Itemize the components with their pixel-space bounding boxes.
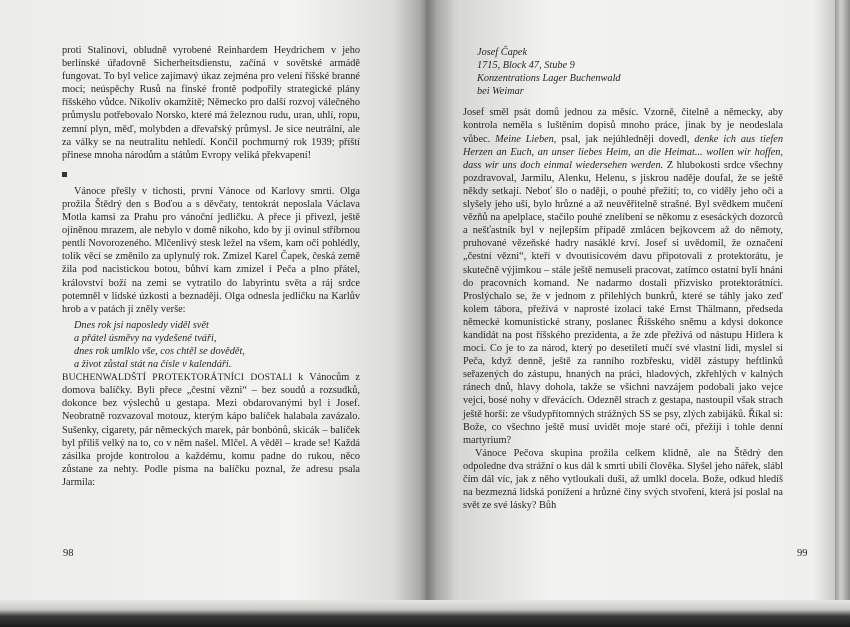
right-para1-text-b: psal, jak nejúhledněji dovedl, xyxy=(556,133,695,145)
page-number-right: 99 xyxy=(797,548,808,559)
section-body-text: k Vánocům z domova balíčky. Byli přece „čestní vězni“ – bez soudů a rozsudků, dokonce bez výslechů u gestapa. Mezi obdarovanými byl i Josef. Neobratně rozvazoval motouz, kterým kápo balíček halabala zavázalo. Sušenky, cigarety, pár německých marek, pár bonbónů, skicák – balíček byl příliš velký na to, co v něm našel. Mlčel. A věděl – krade se! Každá zásilka projde kontrolou a každému, komu padne do rukou, něco zůstane za nehty. Podle písma na balíčku poznal, že adresu psala Jarmila: xyxy=(62,372,360,488)
page-edge xyxy=(835,0,850,627)
poem-line: dnes rok umlklo vše, cos chtěl se dovědět, xyxy=(74,345,245,357)
address-line: bei Weimar xyxy=(477,86,524,98)
poem-line: a přátel úsměvy na vydešené tváři, xyxy=(74,332,217,344)
left-paragraph-2: Vánoce přešly v tichosti, první Vánoce od Karlovy smrti. Olga prožila Štědrý den s Boďou a s děvčaty, tentokrát neposlala Václava Motla kamsi za Prahu pro vánoční jedličku. A přece ji přivezl, ještě ojíněnou mrazem, ale nebylo v domě nikoho, kdo by ji ovinul stříbrnou pentlí Novorozeného. Mlčenlivý stesk ležel na všem, kam oči pohlédly, tolik věcí se změnilo za uplynulý rok. Zmizel Karel Čapek, česká země žila pod nacistickou botou, bůhví kam zmizel i Peča a plno přátel, království boží na zemi se vytratilo do labyrintu světa a ráj srdce potemněl v lidské úzkosti a beznaději. Olga odnesla jedličku na Karlův hrob a v patách jí zněly verše: xyxy=(62,185,360,315)
right-paragraph-2: Vánoce Pečova skupina prožila celkem klidně, ale na Štědrý den odpoledne dva strážní o kus dál k smrti ubili člověka. Slyšel jeho nářek, slábl čím dál víc, jak z něho vytloukali duši, až umlkl docela. Bože, odkud hledíš na bezmezná lidská ponížení a hrůzné činy svých stvoření, která jsi poslal na svět ze své lásky? Bůh xyxy=(463,447,783,512)
poem-line: Dnes rok jsi naposledy viděl svět xyxy=(74,319,209,331)
left-paragraph-1: proti Stalinovi, obludně vyrobené Reinhardem Heydrichem v jeho berlínské úřadovně Sicherheitsdienstu, začíná v sovětské armádě fungovat. To byl velice zajímavý úkaz zejména pro velení říšské branné moci; neúspěchy Rusů na finské frontě podpořily strategické plány říšského vůdce. Nikoliv okamžitě; Německo pro další rozvoj válečného průmyslu potřebovalo Norsko, které má železnou rudu, uran, uhlí, ropu, zemní plyn, měď, molybden a dřevařský průmysl. Je sice neutrální, ale za války se na neutralitu nehledí. Končil pochmurný rok 1939; příští přinese mnoha národům a státům Evropy veliká překvapení! xyxy=(62,45,360,161)
section-heading-caps: BUCHENWALDŠTÍ PROTEKTORÁTNÍCI DOSTALI xyxy=(62,372,292,384)
right-text-column xyxy=(463,46,783,512)
left-paragraph-3 xyxy=(62,371,360,489)
parcel-address xyxy=(477,46,783,98)
right-para1-text-a: Josef směl psát domů jednou za měsíc. Vzorně, čitelně a německy, aby kontrola neměla s luštěním dopisů mnoho práce, jinak by je neodeslala vůbec. xyxy=(463,107,783,145)
right-page xyxy=(425,0,835,600)
right-para1-text-c: Z hlubokosti srdce všechny pozdravoval, Jarmilu, Alenku, Helenu, s jiskrou naděje doufal, že se ještě někdy setkají. Neboť šlo o naději, o pouhé přežití; to, co viděly jeho oči a slyšely jeho uši, bylo hrůzné a až neuvěřitelně strašné. Byl svědkem mučení vězňů na apelplace, stačilo pouhé znelíbení se někomu z esesáckých dozorců a nešťastník byl v nejlepším případě zmlácen bejkovcem až do němoty, pruhované vězeňské hadry nasáklé krví. Josef si uvědomil, že označení „čestní vězni“, kteří v dvoutisícovém davu připotovali z protektorátu, je skutečně výjimkou – stále ještě nemuseli pracovat, zatímco ostatní byli hnáni do pracovních komand. Ne nadarmo dostali přízvisko protektorátníci. Proslýchalo se, že v jednom z přilehlých bunkrů, které se táhly jako zeď kolem tábora, přežívá v naprosté izolaci také Ernst Thälmann, předseda německé komunistické strany, poslanec Říšského sněmu a kdysi dokonce kandidát na post říšského prezidenta, a že zde přežívá od nástupu Hitlera k moci. Co je to za národ, který po desetiletí mučí své vlastní lidi, myslel si Peča, když denně, ještě za ranního rozbřesku, viděl zástupy heftlinků seřazených do zástupu, hnaných na práci, hladových, zkřehlých v kalných ránech dnů, hlavy dohola, takže se všichni navzájem podobali jako vejce vejci, bosé nohy v dřevácích. Odezněl strach z gestapa, nastoupil však strach ještě horší: ze všudypřítomných strážných SS se psy, zlých zabijáků. Říkal si: Bože, co všechno ještě musí uvidět moje staré oči, přežiji i tohle denní martyrium? xyxy=(463,159,783,446)
page-number-left: 98 xyxy=(63,548,74,559)
german-letter-quote: denke ich aus tiefen Herzen an Euch, an unser liebes Heim, an die Heimat... wollen wir hoffen, dass wir uns doch einmal wiedersehen werden. xyxy=(463,133,783,171)
address-line: Josef Čapek xyxy=(477,47,528,58)
address-line: 1715, Block 47, Stube 9 xyxy=(477,60,575,72)
poem-line: a život zůstal stát na čísle v kalendáři. xyxy=(74,359,232,371)
german-greeting: Meine Lieben, xyxy=(495,133,557,145)
section-separator-mark xyxy=(62,172,67,177)
left-text-column xyxy=(62,44,360,489)
address-line: Konzentrations Lager Buchenwald xyxy=(477,73,621,85)
right-paragraph-1 xyxy=(463,106,783,446)
scan-bottom-edge xyxy=(0,600,850,627)
left-page xyxy=(0,0,425,600)
poem-verse xyxy=(74,319,360,371)
